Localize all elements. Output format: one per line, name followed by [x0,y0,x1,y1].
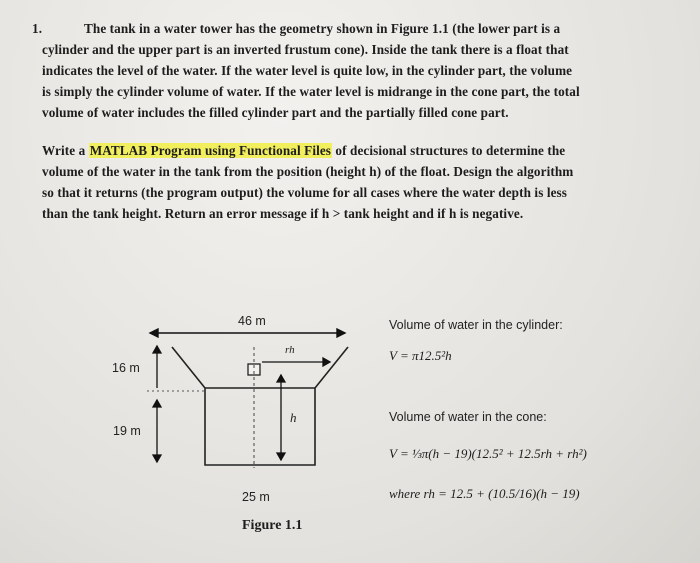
upper-height-label: 16 m [112,361,140,375]
lower-height-label: 19 m [113,424,141,438]
h-label: h [290,410,297,425]
rh-formula: where rh = 12.5 + (10.5/16)(h − 19) [389,486,580,501]
top-width-arrow [150,329,345,337]
text-line: so that it returns (the program output) the volume for all cases where the water depth is less [42,185,568,200]
text-line: The tank in a water tower has the geometry shown in Figure 1.1 (the lower part is a [84,21,561,36]
text-line: cylinder and the upper part is an inverted frustum cone). Inside the tank there is a float that [42,42,569,57]
text-line: indicates the level of the water. If the water level is quite low, in the cylinder part, the volume [42,63,573,78]
text-segment: Write a [42,143,89,158]
lower-height-arrow [153,400,161,462]
rh-label: rh [285,344,295,356]
bottom-width-label: 25 m [242,490,270,504]
text-line: than the tank height. Return an error message if h > tank height and if h is negative. [42,206,524,221]
cylinder-volume-title: Volume of water in the cylinder: [389,318,563,332]
text-line: is simply the cylinder volume of water. If the water level is midrange in the cone part, the total [42,84,580,99]
text-line: volume of water includes the filled cylinder part and the partially filled cone part. [42,105,509,120]
upper-height-arrow [153,346,161,388]
problem-number: 1. [32,21,43,36]
figure-caption: Figure 1.1 [242,518,303,533]
highlighted-text: MATLAB Program using Functional Files [89,143,332,158]
cone-volume-formula: V = ⅓π(h − 19)(12.5² + 12.5rh + rh²) [389,446,587,461]
text-segment: of decisional structures to determine the [332,143,566,158]
text-line: volume of the water in the tank from the position (height h) of the float. Design the algorithm [42,164,574,179]
cone-volume-title: Volume of water in the cone: [389,410,547,424]
rh-arrow [262,358,330,366]
top-width-label: 46 m [238,314,266,328]
cylinder-volume-formula: V = π12.5²h [389,348,452,363]
